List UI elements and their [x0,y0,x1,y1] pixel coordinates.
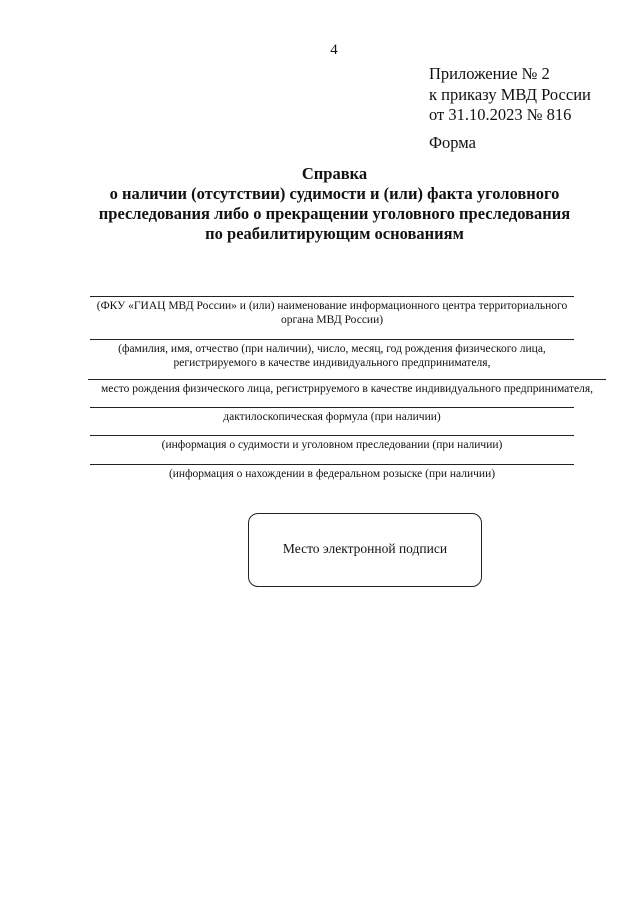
title-line-4: по реабилитирующим основаниям [205,224,464,243]
appendix-header [429,64,591,126]
field-caption-line: дактилоскопическая формула (при наличии) [223,411,441,423]
field-caption-line: (информация о судимости и уголовном преследовании (при наличии) [161,439,503,451]
field-caption-line: органа МВД России) [280,314,384,326]
field-caption-line: место рождения физического лица, регистрируемого в качестве индивидуального предпринимателя, [100,383,594,395]
page-number: 4 [330,42,338,58]
document-title [60,164,609,244]
field-fingerprint-formula [90,407,574,424]
appendix-line-2: к приказу МВД России [429,84,591,104]
field-birthplace [88,379,606,396]
title-line-3: преследования либо о прекращении уголовного преследования [98,204,571,223]
form-label: Форма [429,133,476,152]
title-line-1: Справка [301,164,368,183]
signature-box-label: Место электронной подписи [282,541,448,556]
field-issuing-authority [90,296,574,327]
title-line-2: о наличии (отсутствии) судимости и (или) факта уголовного [109,184,560,203]
appendix-line-3: от 31.10.2023 № 816 [429,105,572,124]
field-person-details [90,339,574,370]
field-caption-line: (фамилия, имя, отчество (при наличии), число, месяц, год рождения физического лица, [118,343,546,355]
field-federal-wanted [90,464,574,481]
field-caption-line: регистрируемого в качестве индивидуального предпринимателя, [173,357,491,369]
field-caption-line: (информация о нахождении в федеральном розыске (при наличии) [168,468,496,480]
field-caption-line: (ФКУ «ГИАЦ МВД России» и (или) наименование информационного центра территориального [96,300,568,312]
electronic-signature-box [248,513,482,587]
appendix-line-1: Приложение № 2 [429,64,550,83]
field-criminal-record [90,435,574,452]
